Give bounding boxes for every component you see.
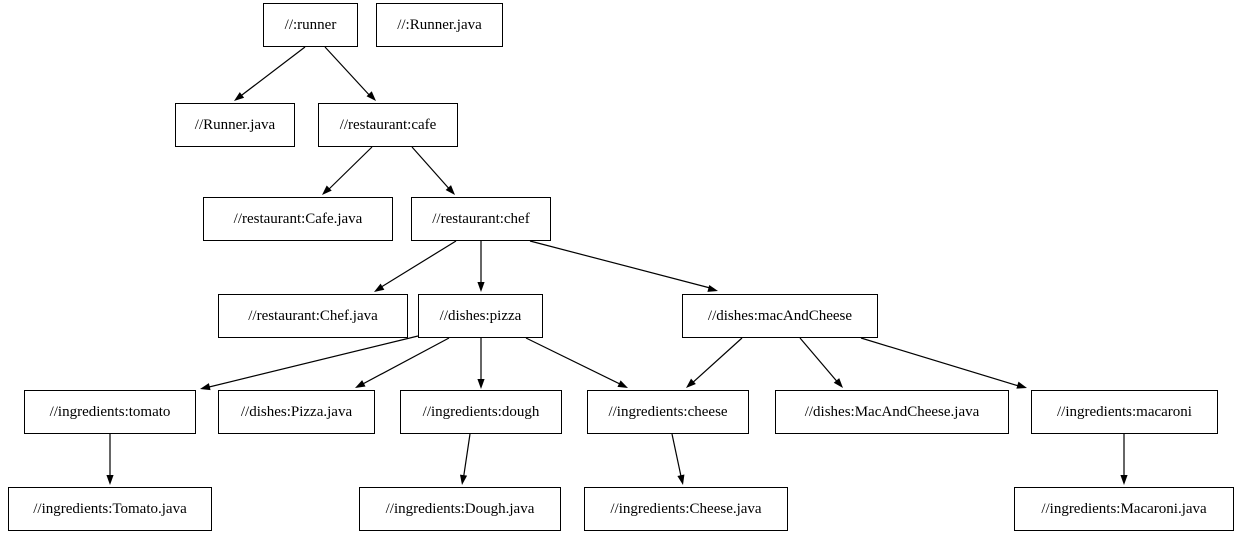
graph-node[interactable]	[587, 390, 749, 434]
graph-node-label: //ingredients:macaroni	[1057, 403, 1192, 420]
graph-edge	[355, 338, 449, 388]
graph-node[interactable]	[400, 390, 562, 434]
graph-edge	[325, 47, 376, 101]
graph-node-label: //restaurant:chef	[432, 210, 530, 227]
graph-node-label: //ingredients:dough	[422, 403, 540, 420]
graph-node[interactable]	[218, 294, 408, 338]
arrowhead-icon	[677, 474, 684, 485]
graph-edge	[686, 338, 742, 388]
graph-edge	[800, 338, 843, 388]
graph-node-label: //restaurant:cafe	[339, 116, 437, 133]
graph-node-label: //ingredients:Dough.java	[385, 500, 535, 517]
graph-node[interactable]	[376, 3, 503, 47]
graph-edge	[460, 434, 470, 485]
arrowhead-icon	[355, 380, 366, 388]
graph-edge	[477, 241, 484, 292]
arrowhead-icon	[234, 92, 244, 101]
graph-node-label: //dishes:MacAndCheese.java	[804, 403, 980, 420]
graph-node[interactable]	[411, 197, 551, 241]
arrowhead-icon	[460, 475, 467, 485]
graph-node-label: //ingredients:Tomato.java	[33, 500, 187, 517]
arrowhead-icon	[617, 380, 628, 388]
graph-node-label: //restaurant:Cafe.java	[233, 210, 363, 227]
graph-edge	[672, 434, 684, 485]
arrowhead-icon	[374, 284, 384, 292]
arrowhead-icon	[1016, 382, 1027, 389]
graph-edge	[234, 47, 305, 101]
graph-node[interactable]	[218, 390, 375, 434]
graph-node-label: //:runner	[284, 16, 337, 33]
arrowhead-icon	[834, 378, 843, 388]
graph-node[interactable]	[263, 3, 358, 47]
graph-node-label: //dishes:Pizza.java	[240, 403, 353, 420]
graph-node-label: //:Runner.java	[397, 16, 482, 33]
graph-node-label: //restaurant:Chef.java	[248, 307, 378, 324]
graph-edge	[200, 336, 418, 390]
arrowhead-icon	[707, 285, 718, 292]
arrowhead-icon	[367, 91, 376, 101]
arrowhead-icon	[322, 185, 332, 195]
graph-node-label: //Runner.java	[194, 116, 276, 133]
graph-node[interactable]	[318, 103, 458, 147]
arrowhead-icon	[686, 379, 696, 388]
graph-node-label: //dishes:macAndCheese	[707, 307, 853, 324]
graph-node-label: //ingredients:Cheese.java	[610, 500, 762, 517]
graph-edge	[1120, 434, 1127, 485]
graph-node[interactable]	[775, 390, 1009, 434]
graph-edge	[374, 241, 456, 292]
graph-node-label: //dishes:pizza	[439, 307, 522, 324]
graph-edge	[477, 338, 484, 389]
graph-node-label: //ingredients:cheese	[608, 403, 728, 420]
arrowhead-icon	[1120, 475, 1127, 485]
graph-node[interactable]	[1031, 390, 1218, 434]
arrowhead-icon	[106, 475, 113, 485]
graph-node[interactable]	[175, 103, 295, 147]
arrowhead-icon	[477, 282, 484, 292]
arrowhead-icon	[477, 379, 484, 389]
graph-node[interactable]	[418, 294, 543, 338]
graph-edge	[322, 147, 372, 195]
arrowhead-icon	[446, 185, 455, 195]
graph-node-label: //ingredients:Macaroni.java	[1041, 500, 1207, 517]
graph-node[interactable]	[203, 197, 393, 241]
graph-node[interactable]	[1014, 487, 1234, 531]
graph-edge	[526, 338, 628, 388]
graph-node[interactable]	[8, 487, 212, 531]
graph-edge	[106, 434, 113, 485]
graph-node-label: //ingredients:tomato	[49, 403, 171, 420]
graph-node[interactable]	[682, 294, 878, 338]
graph-node[interactable]	[584, 487, 788, 531]
graph-edge	[412, 147, 455, 195]
graph-edge	[530, 241, 718, 292]
graph-node[interactable]	[359, 487, 561, 531]
arrowhead-icon	[200, 383, 211, 390]
graph-node[interactable]	[24, 390, 196, 434]
graph-edge	[861, 338, 1027, 389]
